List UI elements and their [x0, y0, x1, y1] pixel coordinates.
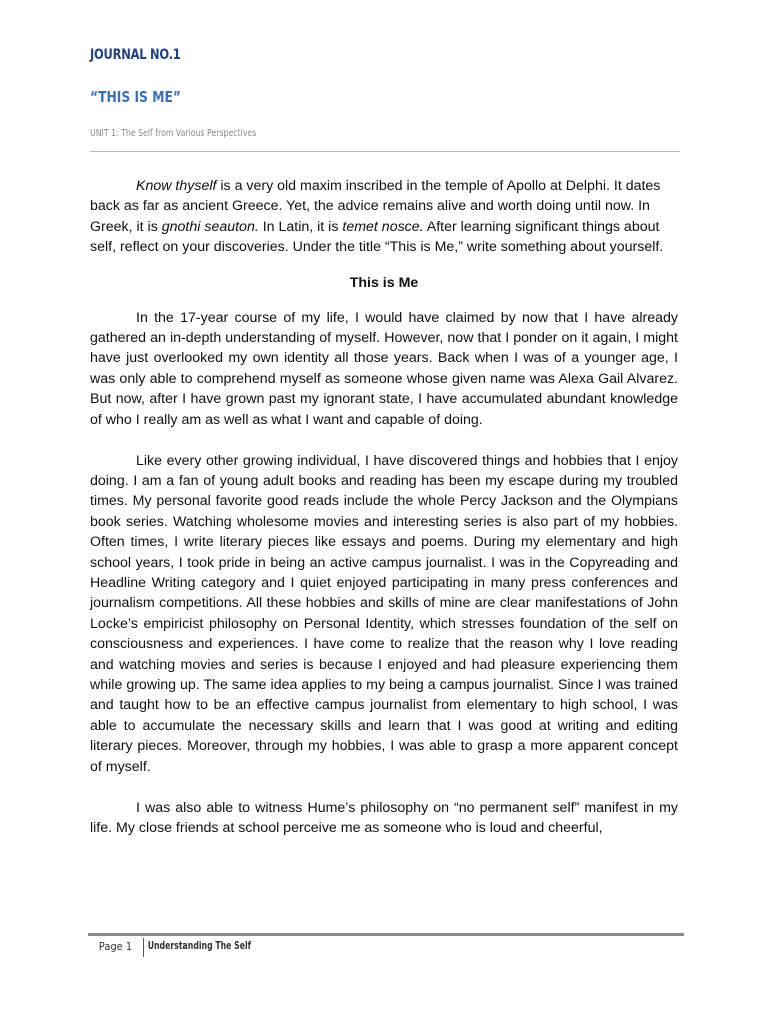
document-body — [90, 176, 678, 859]
intro-maxim: Know thyself — [136, 178, 217, 194]
essay-paragraph-2: Like every other growing individual, I have discovered things and hobbies that I enjoy doing. I am a fan of young adult books and reading has been my escape during my troubled times. My personal favorite good reads include the whole Percy Jackson and the Olympians book series. Watching wholesome movies and interesting series is also part of my hobbies. Often times, I write literary pieces like essays and poems. During my elementary and high school years, I took pride in being an active campus journalist. I was in the Copyreading and Headline Writing category and I quiet enjoyed participating in many press conferences and journalism competitions. All these hobbies and skills of mine are clear manifestations of John Locke’s empiricist philosophy on Personal Identity, which stresses foundation of the self on consciousness and experiences. I have come to realize that the reason why I love reading and watching movies and series is because I enjoyed and had pleasure experiencing them while growing up. The same idea applies to my being a campus journalist. Since I was trained and taught how to be an effective campus journalist from elementary to high school, I was able to accumulate the necessary skills and learn that I was good at writing and editing literary pieces. Moreover, through my hobbies, I was able to grasp a more apparent concept of myself. — [90, 452, 678, 775]
intro-text-3: After learning significant things about self, reflect on your discoveries. Under the title “This is Me,” write something about yourself. — [90, 218, 664, 256]
header-divider — [90, 151, 680, 152]
intro-latin: temet nosce. — [342, 218, 424, 235]
page-number: Page 1 — [98, 939, 133, 953]
intro-text-1: is a very old maxim inscribed in the temple of Apollo at Delphi. It dates back as far as ancient Greece. Yet, the advice remains alive and worth doing until now. In Greek, it is — [90, 178, 661, 235]
course-title: Understanding The Self — [147, 940, 252, 952]
essay-paragraph-1: In the 17-year course of my life, I would have claimed by now that I have already gathered an in-depth understanding of myself. However, now that I ponder on it again, I might have just overlooked my own identity all those years. Back when I was of a younger age, I was only able to comprehend myself as someone whose given name was Alexa Gail Alvarez. But now, after I have grown past my ignorant state, I have accumulated abundant knowledge of who I really am as well as what I want and capable of doing. — [90, 309, 678, 428]
intro-greek: gnothi seauton. — [161, 218, 259, 235]
page-footer — [88, 936, 289, 956]
journal-title: “THIS IS ME” — [90, 88, 181, 106]
journal-label: JOURNAL NO.1 — [90, 47, 181, 63]
intro-text-2: In Latin, it is — [258, 218, 343, 235]
essay-paragraph-3: I was also able to witness Hume’s philosophy on “no permanent self” manifest in my life. My close friends at school perceive me as someone who is loud and cheerful, — [90, 799, 678, 836]
essay-title: This is Me — [349, 274, 419, 291]
intro-paragraph — [90, 176, 678, 258]
unit-label: UNIT 1: The Self from Various Perspectives — [90, 128, 257, 139]
